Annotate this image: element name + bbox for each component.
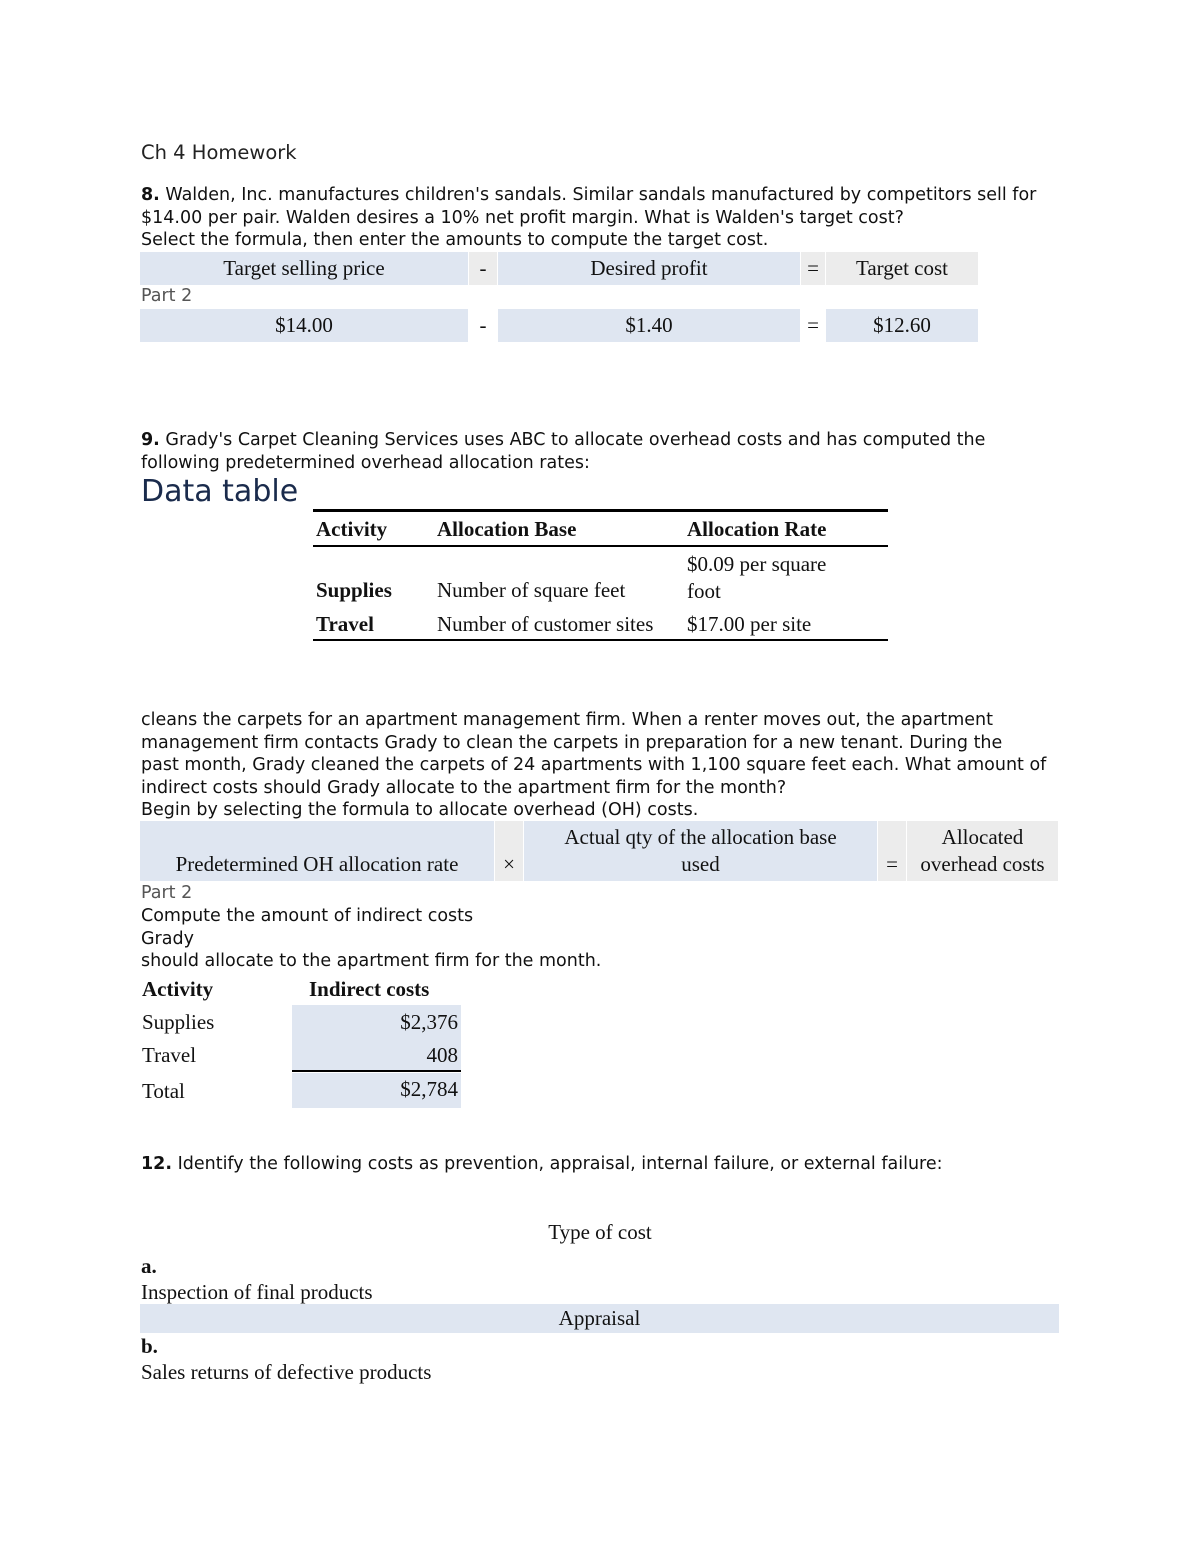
costs-table-row-supplies-cost[interactable]: $2,376 xyxy=(400,1010,458,1034)
costs-table-header-indirect: Indirect costs xyxy=(309,977,430,1001)
costs-table-total-rule xyxy=(292,1070,461,1072)
costs-table-row-supplies-activity: Supplies xyxy=(142,1010,215,1034)
data-table-header-rule xyxy=(313,545,888,547)
question-9-line-2: following predetermined overhead allocation rates: xyxy=(141,452,590,473)
q9-formula-result-line1: Allocated xyxy=(941,825,1024,849)
q8-part2-label: Part 2 xyxy=(141,286,193,306)
q12-item-a-answer[interactable]: Appraisal xyxy=(140,1304,1059,1333)
data-table-row-travel-base: Number of customer sites xyxy=(437,612,654,636)
costs-table-row-travel-activity: Travel xyxy=(142,1043,197,1067)
question-8-line-1: Walden, Inc. manufactures children's sandals. Similar sandals manufactured by competitors sell for xyxy=(159,185,1037,205)
q8-amount-result[interactable]: $12.60 xyxy=(826,309,978,342)
q8-amount-term1[interactable]: $14.00 xyxy=(140,309,468,342)
q8-amount-operator-equals: = xyxy=(807,313,819,337)
data-table-header-activity: Activity xyxy=(316,517,388,541)
q8-formula-term1[interactable]: Target selling price xyxy=(140,252,468,285)
question-8-text xyxy=(141,184,1036,252)
question-12-number: 12. xyxy=(141,1154,173,1174)
q9-compute-line-3: should allocate to the apartment firm for the month. xyxy=(141,951,602,971)
q9-compute-instructions xyxy=(141,905,601,973)
q8-amount-operator-minus: - xyxy=(479,313,487,337)
costs-table-row-travel-cost[interactable]: 408 xyxy=(426,1043,458,1067)
data-table-row-supplies-activity: Supplies xyxy=(316,578,392,602)
page-title: Ch 4 Homework xyxy=(141,141,297,164)
data-table-title: Data table xyxy=(141,474,299,509)
question-9-body-line-5: Begin by selecting the formula to allocate overhead (OH) costs. xyxy=(141,800,699,820)
q8-formula-term2[interactable]: Desired profit xyxy=(498,252,800,285)
data-table-row-supplies-rate xyxy=(687,551,826,605)
question-12-line: Identify the following costs as prevention, appraisal, internal failure, or external failure: xyxy=(172,1154,943,1174)
q9-formula-result[interactable] xyxy=(907,821,1058,881)
q9-compute-line-2: Grady xyxy=(141,928,194,949)
data-table-top-rule xyxy=(313,509,888,512)
question-9-body-line-4: indirect costs should Grady allocate to the apartment firm for the month? xyxy=(141,777,787,798)
question-9-number: 9. xyxy=(141,430,160,450)
question-8-line-3: Select the formula, then enter the amounts to compute the target cost. xyxy=(141,230,769,250)
costs-table-total-label: Total xyxy=(142,1079,185,1103)
q8-amount-term2[interactable]: $1.40 xyxy=(498,309,800,342)
q8-formula-result[interactable]: Target cost xyxy=(826,252,978,285)
data-table-row-travel-activity: Travel xyxy=(316,612,374,636)
q9-formula-result-line2: overhead costs xyxy=(920,852,1045,876)
question-9-body xyxy=(141,709,1046,822)
question-9-body-line-3: past month, Grady cleaned the carpets of 24 apartments with 1,100 square feet each. What amount of xyxy=(141,755,1047,775)
q12-item-a-description: Inspection of final products xyxy=(141,1280,373,1304)
data-table-bottom-rule xyxy=(313,639,888,641)
costs-table-header-activity: Activity xyxy=(142,977,214,1001)
q12-item-a-letter: a. xyxy=(141,1254,157,1278)
data-table-row-supplies-rate-line2: foot xyxy=(687,579,721,603)
question-9-body-line-2: management firm contacts Grady to clean the carpets in preparation for a new tenant. During the xyxy=(141,732,1003,753)
data-table-header-rate: Allocation Rate xyxy=(687,517,827,541)
q9-formula-term1[interactable]: Predetermined OH allocation rate xyxy=(140,821,494,881)
costs-table-total-value[interactable]: $2,784 xyxy=(400,1077,458,1101)
question-9-body-line-1: cleans the carpets for an apartment management firm. When a renter moves out, the apartment xyxy=(141,710,993,730)
question-9-text xyxy=(141,429,985,474)
q8-formula-operator-minus: - xyxy=(469,252,497,285)
data-table-header-base: Allocation Base xyxy=(437,517,577,541)
q12-item-b-description: Sales returns of defective products xyxy=(141,1360,432,1384)
q8-formula-operator-equals: = xyxy=(801,252,825,285)
question-12-text xyxy=(141,1153,943,1176)
question-8-number: 8. xyxy=(141,185,160,205)
q12-item-b-letter: b. xyxy=(141,1334,158,1358)
q9-formula-term2-line2: used xyxy=(681,852,720,876)
q9-formula-term2-line1: Actual qty of the allocation base xyxy=(564,825,837,849)
data-table-row-supplies-rate-line1: $0.09 per square xyxy=(687,552,827,576)
data-table-row-travel-rate: $17.00 per site xyxy=(687,612,812,636)
q12-column-header: Type of cost xyxy=(548,1220,652,1244)
q9-formula-term2[interactable] xyxy=(524,821,877,881)
q9-compute-line-1: Compute the amount of indirect costs xyxy=(141,906,474,926)
question-9-line-1: Grady's Carpet Cleaning Services uses ABC to allocate overhead costs and has computed the xyxy=(159,430,986,450)
data-table-row-supplies-base: Number of square feet xyxy=(437,578,626,602)
q9-formula-operator-times: × xyxy=(495,821,523,881)
q9-formula-operator-equals: = xyxy=(878,821,906,881)
q9-part2-label: Part 2 xyxy=(141,883,193,903)
question-8-line-2: $14.00 per pair. Walden desires a 10% net profit margin. What is Walden's target cost? xyxy=(141,207,904,228)
